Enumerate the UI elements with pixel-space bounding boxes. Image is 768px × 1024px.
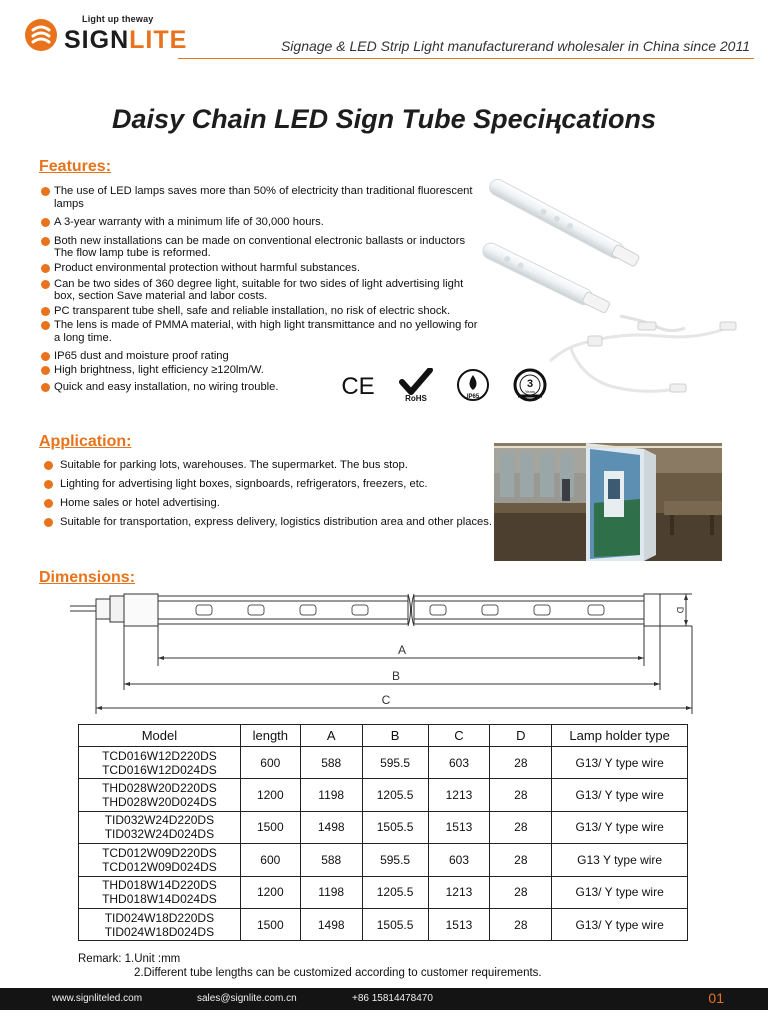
holder-cell: G13/ Y type wire — [552, 908, 688, 940]
holder-cell: G13/ Y type wire — [552, 811, 688, 843]
b-cell: 595.5 — [362, 844, 428, 876]
footer-email-link[interactable]: sales@signlite.com.cn — [197, 993, 297, 1004]
feature-item — [41, 262, 481, 275]
application-item — [44, 478, 492, 491]
page-title: Daisy Chain LED Sign Tube Speciңcations — [112, 104, 656, 134]
model-cell — [79, 811, 241, 843]
feature-text: The use of LED lamps saves more than 50% of electricity than traditional fluorescent lamps — [54, 185, 473, 210]
feature-item — [41, 278, 481, 303]
column-header: B — [362, 725, 428, 747]
footer-phone: +86 15814478470 — [352, 993, 433, 1004]
feature-text: High brightness, light efficiency ≥120lm/W. — [54, 364, 264, 377]
feature-text: The lens is made of PMMA material, with high light transmittance and no yellowing for a long time. — [54, 319, 478, 344]
table-row — [79, 876, 688, 908]
features-heading: Features: — [39, 158, 112, 175]
dimension-label-b: B — [391, 669, 401, 683]
a-cell: 1198 — [300, 876, 362, 908]
c-cell: 1213 — [428, 779, 490, 811]
model-cell — [79, 876, 241, 908]
length-cell: 1200 — [240, 779, 300, 811]
page-footer — [0, 988, 768, 1010]
bullet-icon — [41, 366, 50, 375]
d-cell: 28 — [490, 779, 552, 811]
ce-mark-icon — [336, 368, 380, 402]
bullet-icon — [41, 264, 50, 273]
table-row — [79, 779, 688, 811]
d-cell: 28 — [490, 747, 552, 779]
application-list — [44, 459, 492, 529]
feature-text: PC transparent tube shell, safe and reliable installation, no risk of electric shock. — [54, 304, 451, 317]
holder-cell: G13/ Y type wire — [552, 747, 688, 779]
bullet-icon — [41, 307, 50, 316]
model-code: TID032W24D024DS — [104, 827, 215, 842]
logo-wordmark — [64, 26, 187, 55]
column-header: C — [428, 725, 490, 747]
bullet-icon — [44, 518, 53, 527]
feature-text: Both new installations can be made on conventional electronic ballasts or inductors The flow lamp tube is reformed. — [54, 234, 466, 260]
remarks — [78, 952, 542, 980]
model-code: TCD012W09D024DS — [102, 859, 217, 874]
table-row — [79, 811, 688, 843]
application-item — [44, 516, 492, 529]
column-header: length — [240, 725, 300, 747]
c-cell: 603 — [428, 747, 490, 779]
dimension-label-c: C — [381, 693, 391, 707]
rohs-icon — [396, 368, 436, 402]
b-cell: 1505.5 — [362, 908, 428, 940]
bullet-icon — [41, 218, 50, 227]
bullet-icon — [44, 461, 53, 470]
rohs-text: RoHS — [405, 394, 427, 402]
c-cell: 1513 — [428, 811, 490, 843]
bullet-icon — [41, 383, 50, 392]
bullet-icon — [41, 187, 50, 196]
logo-word-sign: SIGN — [64, 26, 130, 54]
feature-text: Quick and easy installation, no wiring trouble. — [54, 380, 279, 393]
application-item — [44, 497, 492, 510]
b-cell: 595.5 — [362, 747, 428, 779]
column-header: D — [490, 725, 552, 747]
a-cell: 1498 — [300, 811, 362, 843]
feature-item — [41, 216, 481, 229]
brand-logo — [24, 14, 188, 58]
table-row — [79, 844, 688, 876]
model-cell — [79, 747, 241, 779]
table-row — [79, 908, 688, 940]
c-cell: 603 — [428, 844, 490, 876]
bullet-icon — [44, 480, 53, 489]
remark-line-1: Remark: 1.Unit :mm — [78, 953, 181, 965]
ip65-icon — [454, 368, 492, 402]
ce-mark-text: CE — [341, 373, 375, 400]
dimension-label-a: A — [397, 643, 407, 657]
header-slogan: Signage & LED Strip Light manufacturerand wholesaler in China since 2011 — [280, 38, 750, 54]
model-code: THD018W14D220DS — [102, 878, 217, 893]
model-code: TCD016W12D024DS — [102, 762, 217, 777]
dimension-label-d: D — [675, 606, 685, 614]
column-header: Lamp holder type — [552, 725, 688, 747]
d-cell: 28 — [490, 844, 552, 876]
column-header: A — [300, 725, 362, 747]
page-number: 01 — [708, 990, 724, 1006]
feature-item — [41, 235, 481, 260]
logo-tagline: Light up theway — [82, 14, 154, 24]
feature-text: Can be two sides of 360 degree light, suitable for two sides of light advertising light box, section Save material and labor costs. — [54, 277, 464, 303]
remark-line-2: 2.Different tube lengths can be customized according to customer requirements. — [134, 967, 542, 979]
model-code: TID032W24D220DS — [104, 813, 215, 828]
bullet-icon — [41, 237, 50, 246]
feature-item — [41, 350, 481, 363]
holder-cell: G13 Y type wire — [552, 844, 688, 876]
application-item — [44, 459, 492, 472]
model-cell — [79, 844, 241, 876]
model-cell — [79, 779, 241, 811]
length-cell: 600 — [240, 844, 300, 876]
a-cell: 588 — [300, 844, 362, 876]
bullet-icon — [41, 321, 50, 330]
a-cell: 588 — [300, 747, 362, 779]
length-cell: 1500 — [240, 908, 300, 940]
feature-text: IP65 dust and moisture proof rating — [54, 349, 229, 362]
model-cell — [79, 908, 241, 940]
length-cell: 1200 — [240, 876, 300, 908]
model-code: THD028W20D220DS — [102, 781, 217, 796]
warranty-number: 3 — [526, 378, 534, 390]
c-cell: 1513 — [428, 908, 490, 940]
features-list — [41, 185, 481, 393]
bullet-icon — [41, 280, 50, 289]
dimensions-heading: Dimensions: — [39, 569, 136, 586]
length-cell: 1500 — [240, 811, 300, 843]
application-text: Lighting for advertising light boxes, signboards, refrigerators, freezers, etc. — [60, 478, 428, 490]
warranty-unit: Years — [524, 389, 536, 394]
a-cell: 1498 — [300, 908, 362, 940]
holder-cell: G13/ Y type wire — [552, 779, 688, 811]
model-code: TCD012W09D220DS — [102, 845, 217, 860]
application-text: Suitable for transportation, express delivery, logistics distribution area and other places. — [60, 516, 492, 528]
b-cell: 1205.5 — [362, 779, 428, 811]
application-heading: Application: — [39, 433, 132, 450]
signlite-logo-icon — [24, 18, 58, 52]
ip65-text: IP65 — [466, 394, 480, 400]
c-cell: 1213 — [428, 876, 490, 908]
bullet-icon — [41, 352, 50, 361]
logo-word-lite: LITE — [129, 26, 188, 54]
feature-text: Product environmental protection without harmful substances. — [54, 261, 360, 274]
table-row — [79, 747, 688, 779]
b-cell: 1205.5 — [362, 876, 428, 908]
feature-text: A 3-year warranty with a minimum life of 30,000 hours. — [54, 216, 324, 229]
application-text: Suitable for parking lots, warehouses. The supermarket. The bus stop. — [60, 459, 408, 471]
model-code: TID024W18D024DS — [104, 924, 215, 939]
column-header: Model — [79, 725, 241, 747]
b-cell: 1505.5 — [362, 811, 428, 843]
footer-website-link[interactable]: www.signliteled.com — [52, 993, 143, 1004]
application-photo — [494, 443, 722, 561]
holder-cell: G13/ Y type wire — [552, 876, 688, 908]
a-cell: 1198 — [300, 779, 362, 811]
feature-item — [41, 319, 481, 344]
header-divider — [178, 58, 754, 59]
model-code: THD028W20D024DS — [102, 795, 217, 810]
application-text: Home sales or hotel advertising. — [60, 497, 220, 509]
d-cell: 28 — [490, 908, 552, 940]
dimensions-drawing — [66, 586, 706, 714]
feature-item — [41, 185, 481, 210]
d-cell: 28 — [490, 876, 552, 908]
model-code: TID024W18D220DS — [104, 910, 215, 925]
d-cell: 28 — [490, 811, 552, 843]
bullet-icon — [44, 499, 53, 508]
specifications-table — [78, 724, 688, 941]
warranty-badge-icon — [510, 368, 550, 402]
feature-item — [41, 305, 521, 318]
model-code: THD018W14D024DS — [102, 892, 217, 907]
length-cell: 600 — [240, 747, 300, 779]
table-header-row — [79, 725, 688, 747]
model-code: TCD016W12D220DS — [102, 748, 217, 763]
